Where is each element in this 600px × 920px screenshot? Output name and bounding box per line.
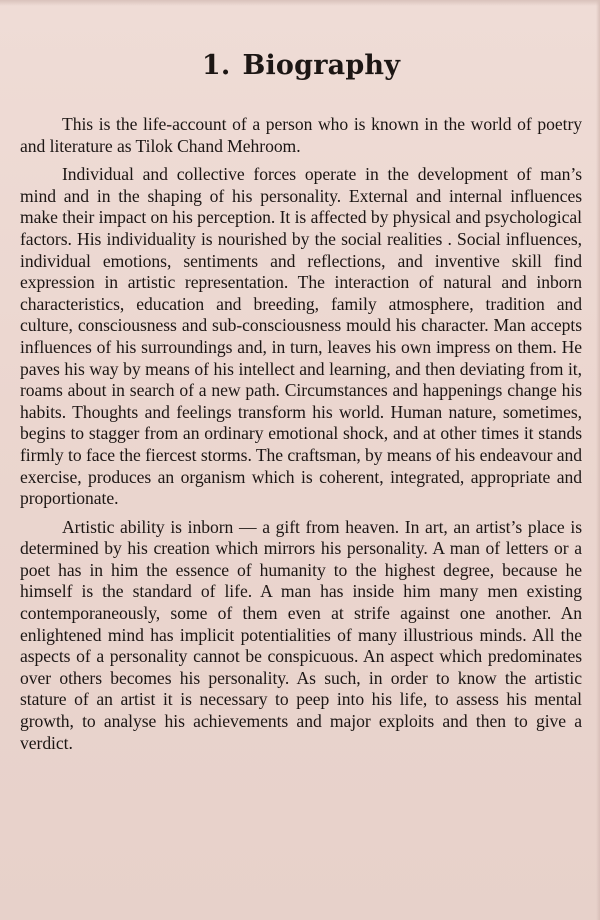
paragraph-intro: This is the life-account of a person who is known in the world of poetry and literature as Tilok Chand Mehroom.: [20, 114, 582, 156]
paragraph-artistic-ability: Artistic ability is inborn — a gift from heaven. In art, an artist’s place is determined by his creation which mirrors his personality. A man of letters or a poet has in him the essence of humanity to the highest degree, because he himself is the standard of life. A man has inside him many men existing contemporaneously, some of them even at strife against one another. An enlightened mind has implicit potentialities of many illustrious minds. All the aspects of a personality cannot be conspicuous. An aspect which predominates over others becomes his personality. As such, in order to know the artistic stature of an artist it is necessary to peep into his life, to assess his mental growth, to analyse his achievements and major exploits and then to give a verdict.: [20, 516, 582, 753]
page-right-edge: [596, 0, 600, 920]
chapter-number: 1.: [201, 50, 231, 81]
chapter-body: [20, 114, 582, 754]
paragraph-forces: Individual and collective forces operate in the development of man’s mind and in the shaping of his personality. External and internal influences make their impact on his perception. It is affected by physical and psychological factors. His individuality is nourished by the social realities . Social influences, individual emotions, sentiments and reflections, and inventive skill find expression in artistic representation. The interaction of natural and inborn characteristics, education and breeding, family atmosphere, tradition and culture, consciousness and sub-consciousness mould his character. Man accepts influences of his surroundings and, in turn, leaves his own impress on them. He paves his way by means of his intellect and learning, and then deviating from it, roams about in search of a new path. Circumstances and happenings change his habits. Thoughts and feelings transform his world. Human nature, sometimes, begins to stagger from an ordinary emotional shock, and at other times it stands firmly to face the fiercest storms. The craftsman, by means of his endeavour and exercise, produces an organism which is coherent, integrated, appropriate and proportionate.: [20, 164, 582, 509]
chapter-heading: [20, 0, 582, 86]
page-top-edge: [0, 0, 600, 6]
chapter-title: Biography: [242, 50, 401, 81]
